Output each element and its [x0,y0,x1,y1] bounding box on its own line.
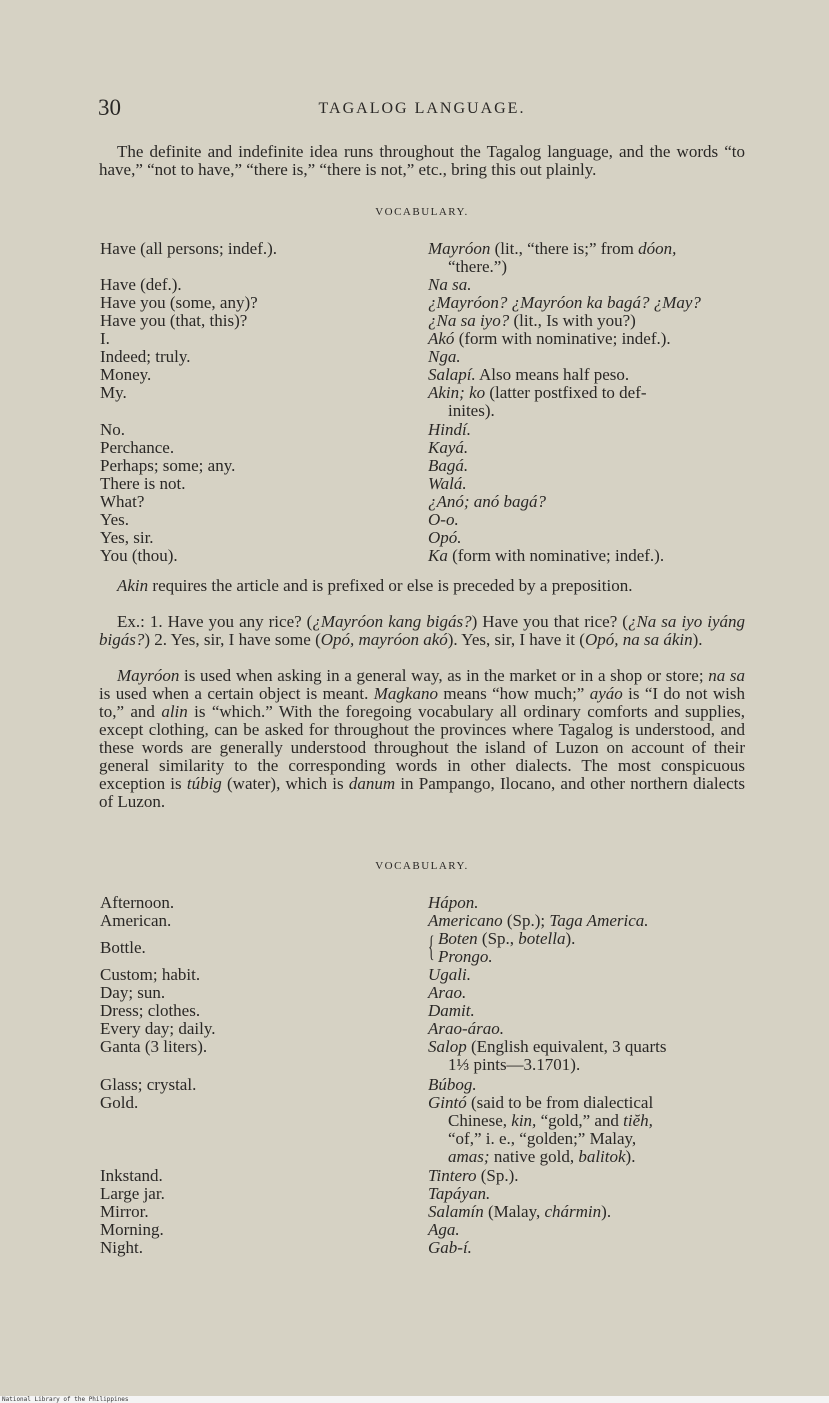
meaning-note: (lit., Is with you?) [509,311,636,330]
vocabulary-heading-1: VOCABULARY. [375,206,469,218]
vocab-meaning [428,493,746,511]
meaning-continuation: “there.”) [448,257,507,276]
meaning-note: (form with nominative; indef.). [447,546,665,565]
vocab-meaning [428,421,746,439]
vocab-meaning [428,366,746,384]
tagalog-word: dóon, [638,239,677,258]
vocab-meaning [428,439,746,457]
tagalog-word: Akin; ko [428,383,486,402]
vocab-term: My. [100,383,127,402]
vocab-meaning [428,457,746,475]
tagalog-word: ¿Na sa iyo? [428,311,510,330]
tagalog-word: Opó. [428,528,462,547]
vocab-meaning [428,348,746,366]
page-number: 30 [98,95,121,120]
vocab-meaning [428,529,746,547]
vocab-term: Have (def.). [100,275,182,294]
vocab-term: I. [100,329,110,348]
tagalog-word: Na sa. [428,275,472,294]
vocab-term: Yes, sir. [100,528,154,547]
vocab-term: You (thou). [100,546,178,565]
tagalog-word: Kayá. [428,438,469,457]
library-credit: National Library of the Philippines [2,1396,129,1403]
tagalog-word: Salapí. [428,365,476,384]
vocab-meaning [428,330,746,348]
meaning-continuation: inites). [448,401,495,420]
intro-paragraph: The definite and indefinite idea runs throughout the Tagalog language, and the words “to have,” “not to have,” “there is,” “there is not,” etc., bring this out plainly. [99,142,745,179]
tagalog-word: ¿Mayróon? ¿Mayróon ka bagá? ¿May? [428,293,701,312]
example-paragraph: Ex.: 1. Have you any rice? (¿Mayróon kang bigás?) Have you that rice? (¿Na sa iyo iyáng bigás?) 2. Yes, sir, I have some (Opó, mayróon akó). Yes, sir, I have it (Opó, na sa ákin). [99,612,745,649]
running-title: TAGALOG LANGUAGE. [318,100,526,117]
vocab-meaning [428,312,746,330]
tagalog-word: ¿Anó; anó bagá? [428,492,547,511]
mayroon-paragraph: Mayróon is used when asking in a general way, as in the market or in a shop or store; na sa is used when a certain object is meant. Magkano means “how much;” ayáo is “I do not wish to,” and alin is “which.” With the foregoing vocabulary all ordinary comforts and supplies, except clothing, can be asked for throughout the provinces where Tagalog is understood, and these words are generally understood throughout the island of Luzon on account of their general similarity to the corresponding words in other dialects. The most conspicuous exception is túbig (water), which is danum in Pampango, Ilocano, and other northern dialects of Luzon. [99,666,745,811]
vocab-meaning [428,276,746,294]
vocab-term: Yes. [100,510,129,529]
page-header [98,96,746,120]
tagalog-word: Akó [428,329,455,348]
vocab-term: Have you (that, this)? [100,311,248,330]
vocab-term: Money. [100,365,152,384]
vocab-term: What? [100,492,145,511]
vocab-meaning [428,294,746,312]
meaning-note: (lit., “there is;” from [490,239,639,258]
bottle-brace-group: { Boten (Sp., botella). Prongo. [428,929,576,966]
tagalog-word: Bagá. [428,456,469,475]
vocab-term: There is not. [100,474,186,493]
vocab-term: Perhaps; some; any. [100,456,236,475]
vocab-meaning [428,240,746,276]
tagalog-word: Nga. [428,347,461,366]
book-page: 30 TAGALOG LANGUAGE. The definite and indefinite idea runs throughout the Tagalog language, and the words “to have,” “not to have,” “there is,” “there is not,” etc., bring this out plainly. VOCABULARY. Have (all persons; indef.). Mayróon (lit., “there is;” from dóon, “there.”) Have (def.). Na sa. Have you (some, any)? ¿Mayróon? ¿Mayróon ka bagá? ¿May? Have you (that, this)? ¿Na sa iyo? (lit., Is with you?) I. Akó (form with nominative; indef.). Indeed; truly. Nga. Money. Salapí. Also means half peso. My. Akin; ko (latter postfixed to def- inites). No. Hindí. Perchance. Kayá. Perhaps; some; any. Bagá. There is not. Walá. What? ¿Anó; anó bagá? Yes. O-o. Yes, sir. Opó. You (thou). Ka (form with nominative; indef.). Akin requires the article and is prefixed or else is preceded by a preposition. Ex.: 1. Have you any rice? (¿Mayróon kang bigás?) Have you that rice? (¿Na sa iyo iyáng bigás?) 2. Yes, sir, I have some (Opó, mayróon akó). Yes, sir, I have it (Opó, na sa ákin). Mayróon is used when asking in a general way, as in the market or in a shop or store; na sa is used when a certain object is meant. Magkano means “how much;” ayáo is “I do not wish to,” and alin is “which.” With the foregoing vocabulary all ordinary comforts and supplies, except clothing, can be asked for throughout the provinces where Tagalog is understood, and these words are generally understood throughout the island of Luzon on account of their general similarity to the corresponding words in other dialects. The most conspicuous exception is túbig (water), which is danum in Pampango, Ilocano, and other northern dialects of Luzon. VOCABULARY. Afternoon. Hápon. American. Americano (Sp.); Taga America. Bottle. { Boten (Sp., botella). Prongo. Custom; habit. Ugali. Day; sun. Arao. Dress; clothes. Damit. Every day; daily. Arao-árao. Ganta (3 liters). Salop (English equivalent, 3 quarts 1⅓ pints—3.1701). Glass; crystal. Búbog. Gold. Gintó (said to be from dialectical Chinese, kin, “gold,” and tiĕh, “of,” i. e., “golden;” Malay, amas; native gold, balitok). Inkstand. Tintero (Sp.). Large jar. Tapáyan. Mirror. Salamín (Malay, chármin). Morning. Aga. Night. Gab-í. [0,0,829,1396]
vocab-meaning [428,547,746,565]
meaning-note: (form with nominative; indef.). [454,329,671,348]
tagalog-word: Ka [428,546,448,565]
akin-paragraph: Akin requires the article and is prefixed or else is preceded by a preposition. [117,576,633,595]
tagalog-word: Hindí. [428,420,471,439]
vocab-term: Have (all persons; indef.). [100,239,278,258]
meaning-note: (latter postfixed to def- [485,383,647,402]
vocab-term: No. [100,420,126,439]
tagalog-word: O-o. [428,510,459,529]
vocabulary-heading-2: VOCABULARY. [375,860,469,872]
meaning-note: Also means half peso. [475,365,630,384]
brace-mark: { [428,930,435,963]
tagalog-word: Walá. [428,474,467,493]
vocab-term: Indeed; truly. [100,347,191,366]
vocab-meaning [428,475,746,493]
vocab-term: Have you (some, any)? [100,293,258,312]
tagalog-word: Mayróon [428,239,491,258]
vocab-meaning [428,511,746,529]
vocab-term: Perchance. [100,438,175,457]
vocab-meaning [428,384,746,420]
